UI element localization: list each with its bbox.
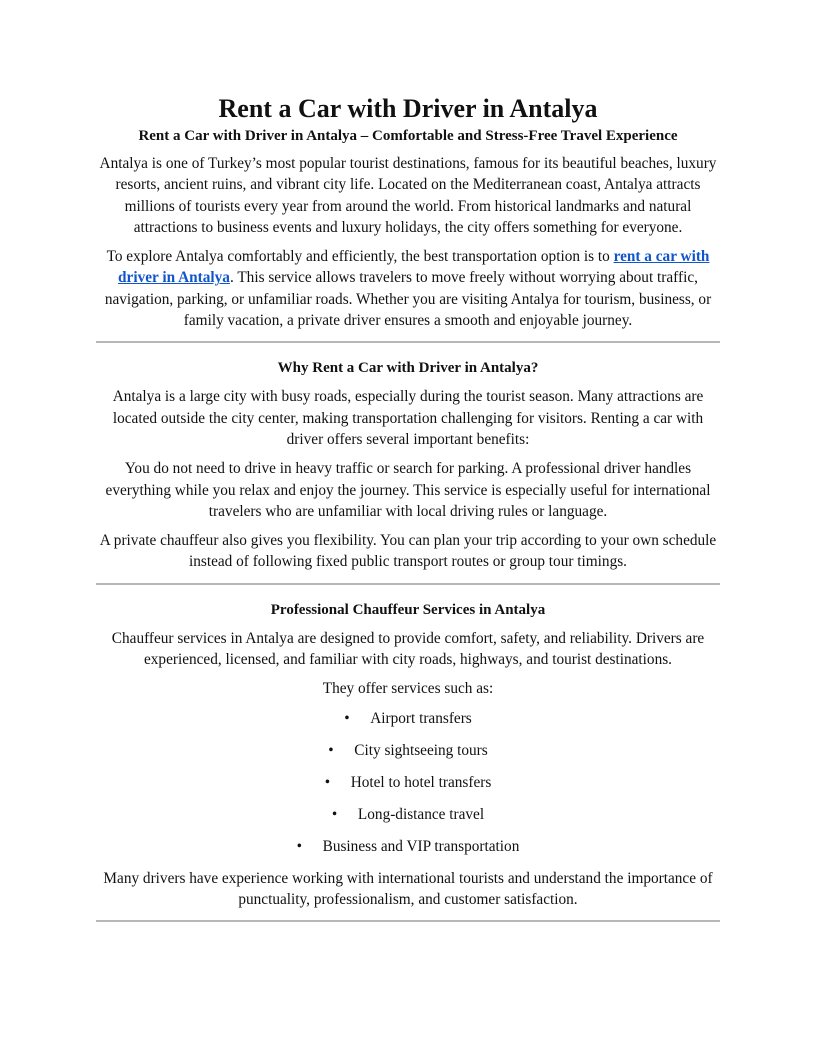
intro-paragraph-2: [96, 246, 720, 331]
why-paragraph-1: Antalya is a large city with busy roads, especially during the tourist season. Many attractions are located outside the city center, making transportation challenging for visitors. Renting a car with driver offers several important benefits:: [112, 388, 704, 448]
intro-text-after-link: . This service allows travelers to move freely without worrying about traffic, navigation, parking, or unfamiliar roads. Whether you are visiting Antalya for tourism, business, or family vacation, a private driver ensures a smooth and enjoyable journey.: [104, 269, 712, 330]
why-paragraph-2: You do not need to drive in heavy traffic or search for parking. A professional driver handles everything while you relax and enjoy the journey. This service is especially useful for international travelers who are unfamiliar with local driving rules or language.: [105, 460, 711, 520]
page-title: Rent a Car with Driver in Antalya: [218, 94, 598, 123]
list-item: [96, 740, 720, 761]
document-page: [96, 92, 720, 922]
why-section-heading: Why Rent a Car with Driver in Antalya?: [277, 360, 539, 377]
page-subtitle: Rent a Car with Driver in Antalya – Comfortable and Stress-Free Travel Experience: [138, 128, 678, 144]
service-label: Long-distance travel: [357, 805, 485, 823]
section-divider: [96, 341, 720, 343]
list-item: [96, 804, 720, 825]
chauffeur-paragraph-2: Many drivers have experience working with international tourists and understand the importance of punctuality, professionalism, and customer satisfaction.: [103, 869, 713, 908]
service-label: City sightseeing tours: [354, 741, 488, 759]
bullet-icon: •: [296, 837, 302, 855]
list-item: [96, 708, 720, 729]
chauffeur-paragraph-1: Chauffeur services in Antalya are designed to provide comfort, safety, and reliability. Drivers are experienced, licensed, and familiar with city roads, highways, and tourist destinations.: [111, 629, 705, 669]
bullet-icon: •: [331, 805, 338, 823]
bullet-icon: •: [324, 773, 331, 791]
intro-text-before-link: To explore Antalya comfortably and efficiently, the best transportation option is to: [106, 248, 614, 266]
chauffeur-section-heading: Professional Chauffeur Services in Antalya: [270, 601, 546, 618]
bullet-icon: •: [344, 709, 350, 727]
chauffeur-services-intro: They offer services such as:: [322, 680, 494, 698]
intro-paragraph-1: Antalya is one of Turkey’s most popular tourist destinations, famous for its beautiful beaches, luxury resorts, ancient ruins, and vibrant city life. Located on the Mediterranean coast, Antalya attracts millions of tourists every year from around the world. From historical landmarks and natural attractions to business events and luxury holidays, the city offers something for everyone.: [99, 155, 717, 236]
section-divider: [96, 583, 720, 585]
why-paragraph-3: A private chauffeur also gives you flexibility. You can plan your trip according to your own schedule instead of following fixed public transport routes or group tour timings.: [99, 532, 717, 571]
services-list: [96, 708, 720, 857]
bullet-icon: •: [328, 741, 334, 759]
service-label: Business and VIP transportation: [322, 837, 520, 855]
rent-car-with-driver-link[interactable]: rent a car with driver in Antalya: [118, 248, 710, 287]
service-label: Airport transfers: [370, 709, 472, 727]
section-divider: [96, 920, 720, 922]
list-item: [96, 772, 720, 793]
service-label: Hotel to hotel transfers: [350, 773, 492, 791]
list-item: [96, 836, 720, 857]
